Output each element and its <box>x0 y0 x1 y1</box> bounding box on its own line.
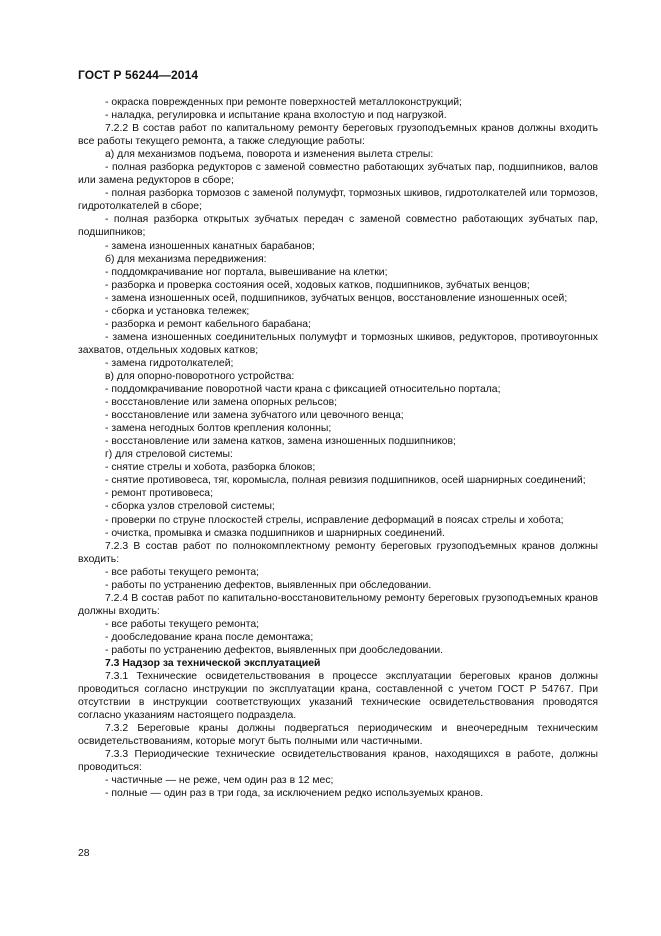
list-item: - снятие стрелы и хобота, разборка блоков; <box>105 462 316 474</box>
list-item: - замена негодных болтов крепления колонны; <box>105 423 332 435</box>
list-item: - работы по устранению дефектов, выявленных при дообследовании. <box>105 644 444 656</box>
list-item: - полная разборка открытых зубчатых передач с заменой совместно работающих зубчатых пар, подшипников; <box>78 214 598 239</box>
list-item: - полная разборка тормозов с заменой полумуфт, тормозных шкивов, гидротолкателей или тормозов, гидротолкателей в сборе; <box>78 188 598 213</box>
list-item: - замена изношенных осей, подшипников, зубчатых венцов, восстановление изношенных осей; <box>105 292 568 304</box>
paragraph: а) для механизмов подъема, поворота и изменения вылета стрелы: <box>105 149 434 161</box>
document-header: ГОСТ Р 56244—2014 <box>78 68 199 82</box>
list-item: - полная разборка редукторов с заменой совместно работающих зубчатых пар, подшипников, валов или замена редукторов в сборе; <box>78 162 598 187</box>
document-body <box>78 96 598 801</box>
list-item: - замена гидротолкателей; <box>105 357 234 369</box>
paragraph: 7.2.2 В состав работ по капитальному ремонту береговых грузоподъемных кранов должны входить все работы текущего ремонта, а также следующие работы: <box>78 123 598 148</box>
list-item: - все работы текущего ремонта; <box>105 566 260 578</box>
list-item: - поддомкрачивание ног портала, вывешивание на клетки; <box>105 266 388 278</box>
paragraph: б) для механизма передвижения: <box>105 253 267 265</box>
page-number: 28 <box>78 848 90 859</box>
list-item: - полные — один раз в три года, за исключением редко используемых кранов. <box>105 788 484 800</box>
list-item: - наладка, регулировка и испытание крана вхолостую и под нагрузкой. <box>105 110 447 122</box>
list-item: - снятие противовеса, тяг, коромысла, полная ревизия подшипников, осей шарнирных соединений; <box>105 475 586 487</box>
list-item: - работы по устранению дефектов, выявленных при обследовании. <box>105 579 432 591</box>
list-item: - ремонт противовеса; <box>105 488 213 500</box>
list-item: - восстановление или замена опорных рельсов; <box>105 397 338 409</box>
list-item: - очистка, промывка и смазка подшипников и шарнирных соединений. <box>105 527 445 539</box>
list-item: - замена изношенных канатных барабанов; <box>105 240 315 252</box>
list-item: - проверки по струне плоскостей стрелы, исправление деформаций в поясах стрелы и хобота; <box>105 514 564 526</box>
paragraph: г) для стреловой системы: <box>105 449 233 461</box>
paragraph: 7.2.4 В состав работ по капитально-восстановительному ремонту береговых грузоподъемных кранов должны входить: <box>78 592 598 617</box>
section-heading: 7.3 Надзор за технической эксплуатацией <box>105 658 321 670</box>
list-item: - окраска поврежденных при ремонте поверхностей металлоконструкций; <box>105 97 462 108</box>
paragraph: 7.3.1 Технические освидетельствования в процессе эксплуатации береговых кранов должны проводиться согласно инструкции по эксплуатации крана, составленной с учетом ГОСТ Р 54767. При отсутствии в инструкции соответствующих указаний технические освидетельствования проводятся согласно указаниям настоящего подраздела. <box>78 671 598 722</box>
paragraph: 7.3.3 Периодические технические освидетельствования кранов, находящихся в работе, должны проводиться: <box>78 749 598 774</box>
list-item: - восстановление или замена катков, замена изношенных подшипников; <box>105 436 456 448</box>
paragraph: 7.3.2 Береговые краны должны подвергаться периодическим и внеочередным техническим освидетельствованиям, которые могут быть полными или частичными. <box>78 723 598 748</box>
list-item: - восстановление или замена зубчатого или цевочного венца; <box>105 410 404 422</box>
paragraph: 7.2.3 В состав работ по полнокомплектному ремонту береговых грузоподъемных кранов должны входить: <box>78 540 598 565</box>
paragraph: в) для опорно-поворотного устройства: <box>105 370 295 382</box>
list-item: - замена изношенных соединительных полумуфт и тормозных шкивов, редукторов, противоугонных захватов, отдельных ходовых катков; <box>78 331 598 356</box>
list-item: - поддомкрачивание поворотной части крана с фиксацией относительно портала; <box>105 384 501 396</box>
list-item: - сборка узлов стреловой системы; <box>105 501 275 513</box>
list-item: - все работы текущего ремонта; <box>105 618 260 630</box>
list-item: - частичные — не реже, чем один раз в 12 мес; <box>105 775 334 787</box>
list-item: - дообследование крана после демонтажа; <box>105 631 314 643</box>
list-item: - разборка и проверка состояния осей, ходовых катков, подшипников, зубчатых венцов; <box>105 279 530 291</box>
list-item: - разборка и ремонт кабельного барабана; <box>105 318 311 330</box>
list-item: - сборка и установка тележек; <box>105 305 250 317</box>
